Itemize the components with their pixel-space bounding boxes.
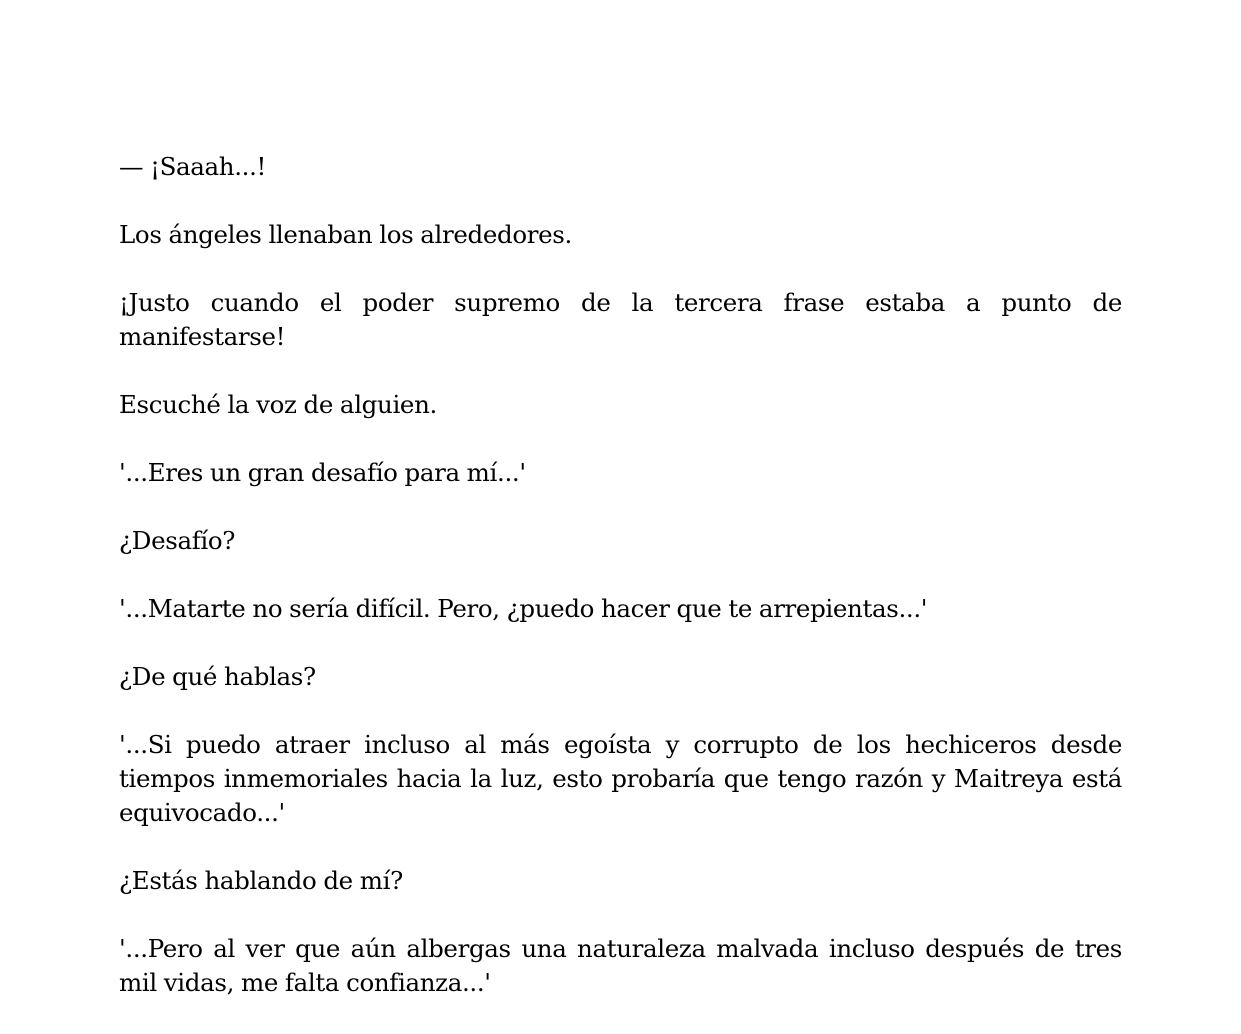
paragraph-10: ¿Estás hablando de mí? bbox=[119, 866, 403, 895]
paragraph-7: '...Matarte no sería difícil. Pero, ¿puedo hacer que te arrepientas...' bbox=[119, 594, 928, 623]
paragraph-6: ¿Desafío? bbox=[119, 526, 236, 555]
paragraph-4: Escuché la voz de alguien. bbox=[119, 390, 437, 419]
paragraph-1: — ¡Saaah...! bbox=[119, 152, 267, 181]
paragraph-9: '...Si puedo atraer incluso al más egoísta y corrupto de los hechiceros desde tiempos inmemoriales hacia la luz, esto probaría que tengo razón y Maitreya está equivocado...' bbox=[119, 730, 1122, 827]
paragraph-3: ¡Justo cuando el poder supremo de la tercera frase estaba a punto de manifestarse! bbox=[119, 288, 1122, 351]
document-body bbox=[119, 150, 1122, 1034]
paragraph-5: '...Eres un gran desafío para mí...' bbox=[119, 458, 526, 487]
paragraph-2: Los ángeles llenaban los alrededores. bbox=[119, 220, 572, 249]
paragraph-8: ¿De qué hablas? bbox=[119, 662, 316, 691]
paragraph-11: '...Pero al ver que aún albergas una naturaleza malvada incluso después de tres mil vidas, me falta confianza...' bbox=[119, 934, 1122, 997]
